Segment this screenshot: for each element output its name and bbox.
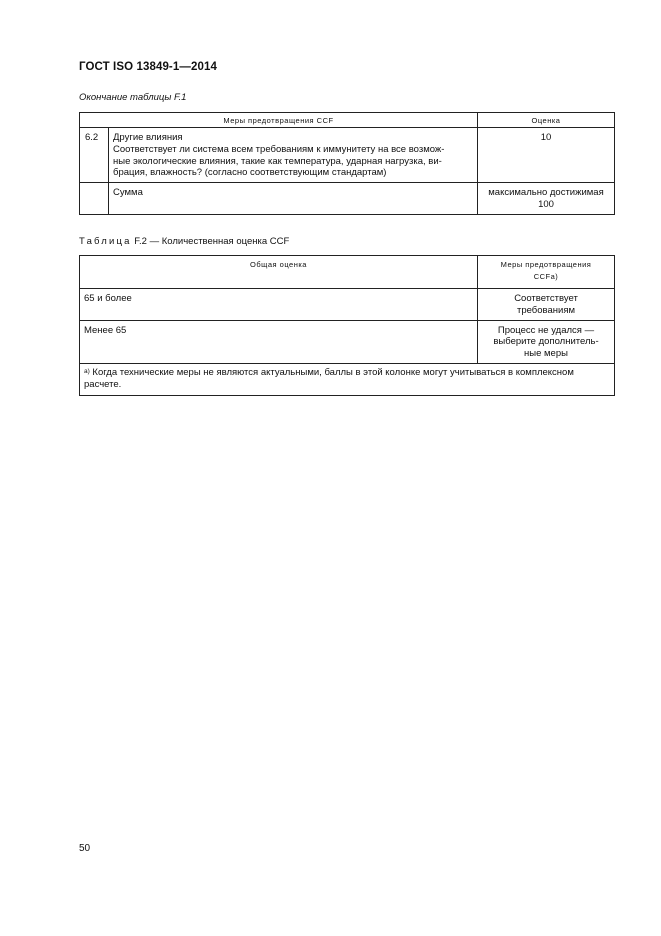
row-score: 10 [478, 128, 615, 183]
footnote [80, 363, 615, 395]
table-row [80, 128, 615, 183]
score-range: Менее 65 [80, 320, 478, 363]
row-title: Сумма [109, 183, 478, 215]
max-score-label: максимально достижимая [488, 187, 604, 199]
table-row-sum [80, 183, 615, 215]
result-line: ные меры [524, 348, 568, 360]
result [478, 289, 615, 321]
row-title: Другие влияния [113, 132, 183, 143]
table-header-row [80, 256, 615, 289]
table-f1-continuation-caption: Окончание таблицы F.1 [79, 92, 187, 103]
result-line: выберите дополнитель- [493, 336, 599, 348]
table-header-row [80, 113, 615, 128]
row-number: 6.2 [80, 128, 109, 183]
row-description [109, 128, 478, 183]
score-range: 65 и более [80, 289, 478, 321]
column-header-measures: Меры предотвращения CCF [80, 113, 478, 128]
footnote-marker: a) [84, 367, 90, 375]
result-line: Соответствует [514, 293, 578, 304]
table-row [80, 289, 615, 321]
result-line: требованиям [517, 304, 575, 316]
row-text-line: ные экологические влияния, такие как температура, ударная нагрузка, ви- [113, 155, 442, 167]
row-number [80, 183, 109, 215]
row-text-line: Соответствует ли система всем требованиям к иммунитету на все возмож- [113, 143, 445, 155]
column-header-overall: Общая оценка [80, 256, 478, 289]
row-text-line: брация, влажность? (согласно соответствующим стандартам) [113, 167, 387, 179]
page-number: 50 [79, 843, 91, 854]
column-header-line: Меры предотвращения [500, 260, 592, 269]
table-f1-continuation [79, 112, 615, 215]
document-header: ГОСТ ISO 13849-1—2014 [79, 61, 217, 73]
table-f2 [79, 255, 615, 396]
footnote-text: Когда технические меры не являются актуальными, баллы в этой колонке могут учитываться в комплексном расчете. [84, 366, 574, 390]
column-header-line: CCFa) [533, 272, 559, 281]
row-score [478, 183, 615, 215]
column-header-measures [478, 256, 615, 289]
max-score-value: 100 [538, 198, 554, 210]
footnote-row [80, 363, 615, 395]
table-label: Таблица [79, 236, 132, 247]
table-row [80, 320, 615, 363]
result-line: Процесс не удался — [497, 324, 595, 336]
column-header-score: Оценка [478, 113, 615, 128]
result [478, 320, 615, 363]
table-title: F.2 — Количественная оценка CCF [131, 236, 290, 247]
table-f2-caption [79, 236, 289, 247]
